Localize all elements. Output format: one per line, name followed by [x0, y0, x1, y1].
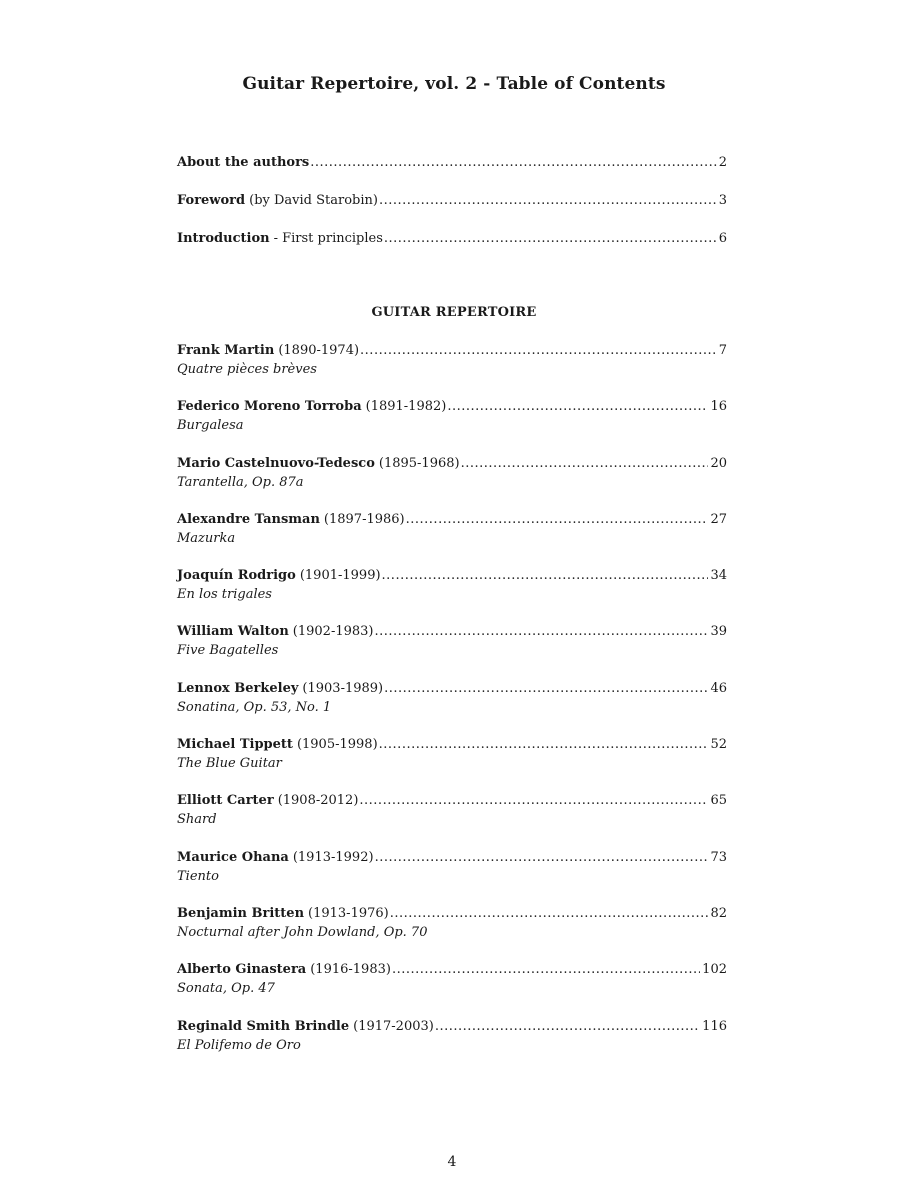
dot-leader: [379, 735, 709, 754]
composer-name: Alberto Ginastera: [177, 962, 307, 978]
dot-leader: [447, 397, 708, 416]
composer-name: Alexandre Tansman: [177, 511, 320, 527]
dot-leader: [384, 679, 708, 698]
composer-dates: (1897-1986): [323, 511, 405, 527]
page-ref: 7: [718, 343, 727, 358]
work-title: Mazurka: [177, 530, 236, 546]
front-matter-note: (by David Starobin): [249, 193, 378, 208]
composer-name: Michael Tippett: [177, 737, 293, 753]
dot-leader: [461, 454, 709, 473]
toc-entry[interactable]: [177, 566, 727, 622]
work-title: Tarantella, Op. 87a: [177, 474, 304, 490]
toc-entry[interactable]: [177, 1017, 727, 1073]
composer-dates: (1905-1998): [296, 737, 378, 753]
work-title: Sonatina, Op. 53, No. 1: [177, 699, 332, 715]
composer-name: Benjamin Britten: [177, 905, 305, 921]
front-matter-item[interactable]: [177, 153, 727, 172]
toc-list: [177, 341, 727, 1073]
dot-leader: [359, 791, 708, 810]
dot-leader: [375, 622, 709, 641]
composer-name: Mario Castelnuovo-Tedesco: [177, 455, 375, 471]
toc-entry[interactable]: [177, 341, 727, 397]
toc-entry[interactable]: [177, 510, 727, 566]
dot-leader: [406, 510, 709, 529]
dot-leader: [390, 904, 709, 923]
front-matter-list: [177, 153, 727, 267]
composer-name: William Walton: [177, 624, 289, 640]
toc-entry[interactable]: [177, 622, 727, 678]
work-title: El Polifemo de Oro: [177, 1037, 301, 1053]
page-ref: 34: [710, 568, 727, 584]
front-matter-note: - First principles: [273, 231, 383, 246]
composer-dates: (1913-1992): [292, 849, 374, 865]
page-ref: 116: [702, 1018, 727, 1034]
composer-dates: (1916-1983): [310, 962, 391, 978]
page-ref: 6: [718, 231, 727, 246]
work-title: Burgalesa: [177, 418, 244, 434]
toc-entry[interactable]: [177, 679, 727, 735]
dot-leader: [384, 229, 717, 248]
composer-dates: (1908-2012): [277, 793, 359, 809]
composer-name: Reginald Smith Brindle: [177, 1018, 350, 1034]
page-ref: 16: [710, 399, 727, 415]
toc-entry[interactable]: [177, 454, 727, 510]
composer-dates: (1891-1982): [365, 399, 447, 415]
work-title: Five Bagatelles: [177, 643, 279, 659]
work-title: Sonata, Op. 47: [177, 981, 275, 997]
composer-dates: (1913-1976): [308, 905, 389, 921]
composer-dates: (1890-1974): [278, 343, 360, 358]
page-ref: 46: [710, 680, 727, 696]
toc-entry[interactable]: [177, 848, 727, 904]
dot-leader: [310, 153, 716, 172]
work-title: Tiento: [177, 868, 219, 884]
front-matter-name: About the authors: [177, 155, 310, 170]
composer-name: Maurice Ohana: [177, 849, 289, 865]
composer-name: Joaquín Rodrigo: [177, 568, 296, 584]
toc-entry[interactable]: [177, 904, 727, 960]
dot-leader: [435, 1017, 700, 1036]
page-ref: 2: [718, 155, 727, 170]
work-title: Quatre pièces brèves: [177, 362, 317, 377]
toc-entry[interactable]: [177, 791, 727, 847]
composer-dates: (1901-1999): [299, 568, 381, 584]
dot-leader: [379, 191, 717, 210]
composer-name: Elliott Carter: [177, 793, 274, 809]
page-title: Guitar Repertoire, vol. 2 - Table of Contents: [242, 74, 666, 94]
dot-leader: [382, 566, 709, 585]
front-matter-name: Foreword: [177, 193, 246, 208]
page-ref: 27: [710, 511, 727, 527]
composer-dates: (1917-2003): [353, 1018, 434, 1034]
work-title: En los trigales: [177, 587, 272, 603]
composer-dates: (1902-1983): [292, 624, 374, 640]
dot-leader: [392, 960, 700, 979]
composer-name: Lennox Berkeley: [177, 680, 299, 696]
page-ref: 39: [710, 624, 727, 640]
page-number: 4: [447, 1154, 457, 1170]
composer-name: Frank Martin: [177, 343, 275, 358]
composer-name: Federico Moreno Torroba: [177, 399, 362, 415]
front-matter-item[interactable]: [177, 229, 727, 248]
composer-dates: (1903-1989): [302, 680, 384, 696]
page-ref: 3: [718, 193, 727, 208]
page-ref: 73: [710, 849, 727, 865]
toc-entry[interactable]: [177, 960, 727, 1016]
front-matter-item[interactable]: [177, 191, 727, 210]
dot-leader: [360, 341, 717, 360]
front-matter-name: Introduction: [177, 231, 270, 246]
composer-dates: (1895-1968): [378, 455, 460, 471]
toc-entry[interactable]: [177, 735, 727, 791]
dot-leader: [375, 848, 709, 867]
toc-entry[interactable]: [177, 397, 727, 453]
page-ref: 82: [710, 905, 727, 921]
page-ref: 102: [702, 962, 727, 978]
work-title: The Blue Guitar: [177, 756, 282, 772]
page-ref: 20: [710, 455, 727, 471]
work-title: Nocturnal after John Dowland, Op. 70: [177, 924, 428, 940]
page-ref: 65: [710, 793, 727, 809]
section-heading: GUITAR REPERTOIRE: [371, 305, 537, 320]
work-title: Shard: [177, 812, 217, 828]
page-ref: 52: [710, 737, 727, 753]
